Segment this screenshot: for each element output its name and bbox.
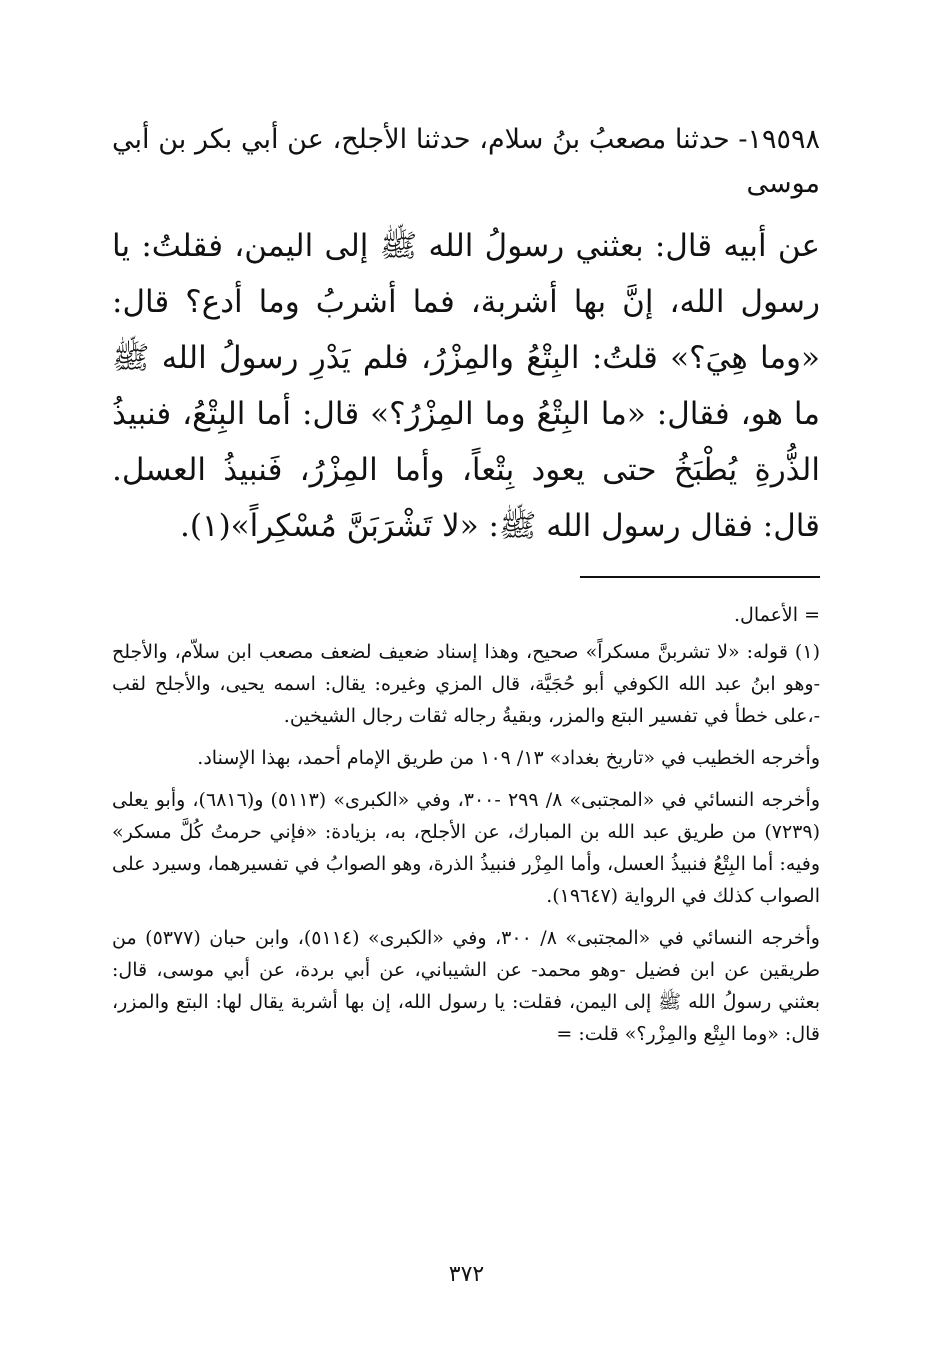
page-number: ٣٧٢ [448, 1262, 485, 1287]
footnote-paragraph-4: وأخرجه النسائي في «المجتبى» ٨/ ٣٠٠، وفي «الكبرى» (٥١١٤)، وابن حبان (٥٣٧٧) من طريقين عن ابن فضيل -وهو محمد- عن الشيباني، عن أبي بردة، عن أبي موسى، قال: بعثني رسولُ الله ﷺ إلى اليمن، فقلت: يا رسول الله، إن بها أشربة يقال لها: البتع والمزر، قال: «وما البِتْع والمِزْر؟» قلت: = [112, 927, 820, 1045]
footnote-1: (١) قوله: «لا تشربنَّ مسكراً» صحيح، وهذا إسناد ضعيف لضعف مصعب ابن سلاّم، والأجلح -وهو ابنُ عبد الله الكوفي أبو حُجَيَّة، قال المزي وغيره: يقال: اسمه يحيى، والأجلح لقب -،على خطأ في تفسير البتع والمزر، وبقيةُ رجاله ثقات رجال الشيخين. [112, 641, 820, 727]
footnote-paragraph-2: وأخرجه الخطيب في «تاريخ بغداد» ١٣/ ١٠٩ من طريق الإمام أحمد، بهذا الإسناد. [197, 747, 820, 769]
footnote-continuation: = الأعمال. [733, 604, 820, 626]
page-content [112, 118, 820, 1060]
footnote-paragraph-3: وأخرجه النسائي في «المجتبى» ٨/ ٢٩٩ -٣٠٠، وفي «الكبرى» (٥١١٣) و(٦٨١٦)، وأبو يعلى (٧٢٣٩) من طريق عبد الله بن المبارك، عن الأجلح، به، بزيادة: «فإني حرمتُ كُلَّ مسكر» وفيه: أما البِتْعُ فنبيذُ العسل، وأما المِزْر فنبيذُ الذرة، وهو الصوابُ في تفسيرهما، وسيرد على الصواب كذلك في الرواية (١٩٦٤٧). [112, 789, 821, 907]
footnote-separator-row [112, 554, 820, 600]
hadith-matn: عن أبيه قال: بعثني رسولُ الله ﷺ إلى اليمن، فقلتُ: يا رسول الله، إنَّ بها أشربة، فما أشربُ وما أدع؟ قال: «وما هِيَ؟» قلتُ: البِتْعُ والمِزْرُ، فلم يَدْرِ رسولُ الله ﷺ ما هو، فقال: «ما البِتْعُ وما المِزْرُ؟» قال: أما البِتْعُ، فنبيذُ الذُّرةِ يُطْبَخُ حتى يعود بِتْعاً، وأما المِزْرُ، فَنبيذُ العسل. قال: فقال رسول الله ﷺ: «لا تَشْرَبَنَّ مُسْكِراً»(١). [112, 228, 820, 544]
footnote-separator [580, 576, 820, 578]
hadith-isnad: ١٩٥٩٨- حدثنا مصعبُ بنُ سلام، حدثنا الأجلح، عن أبي بكر بن أبي موسى [112, 124, 820, 199]
